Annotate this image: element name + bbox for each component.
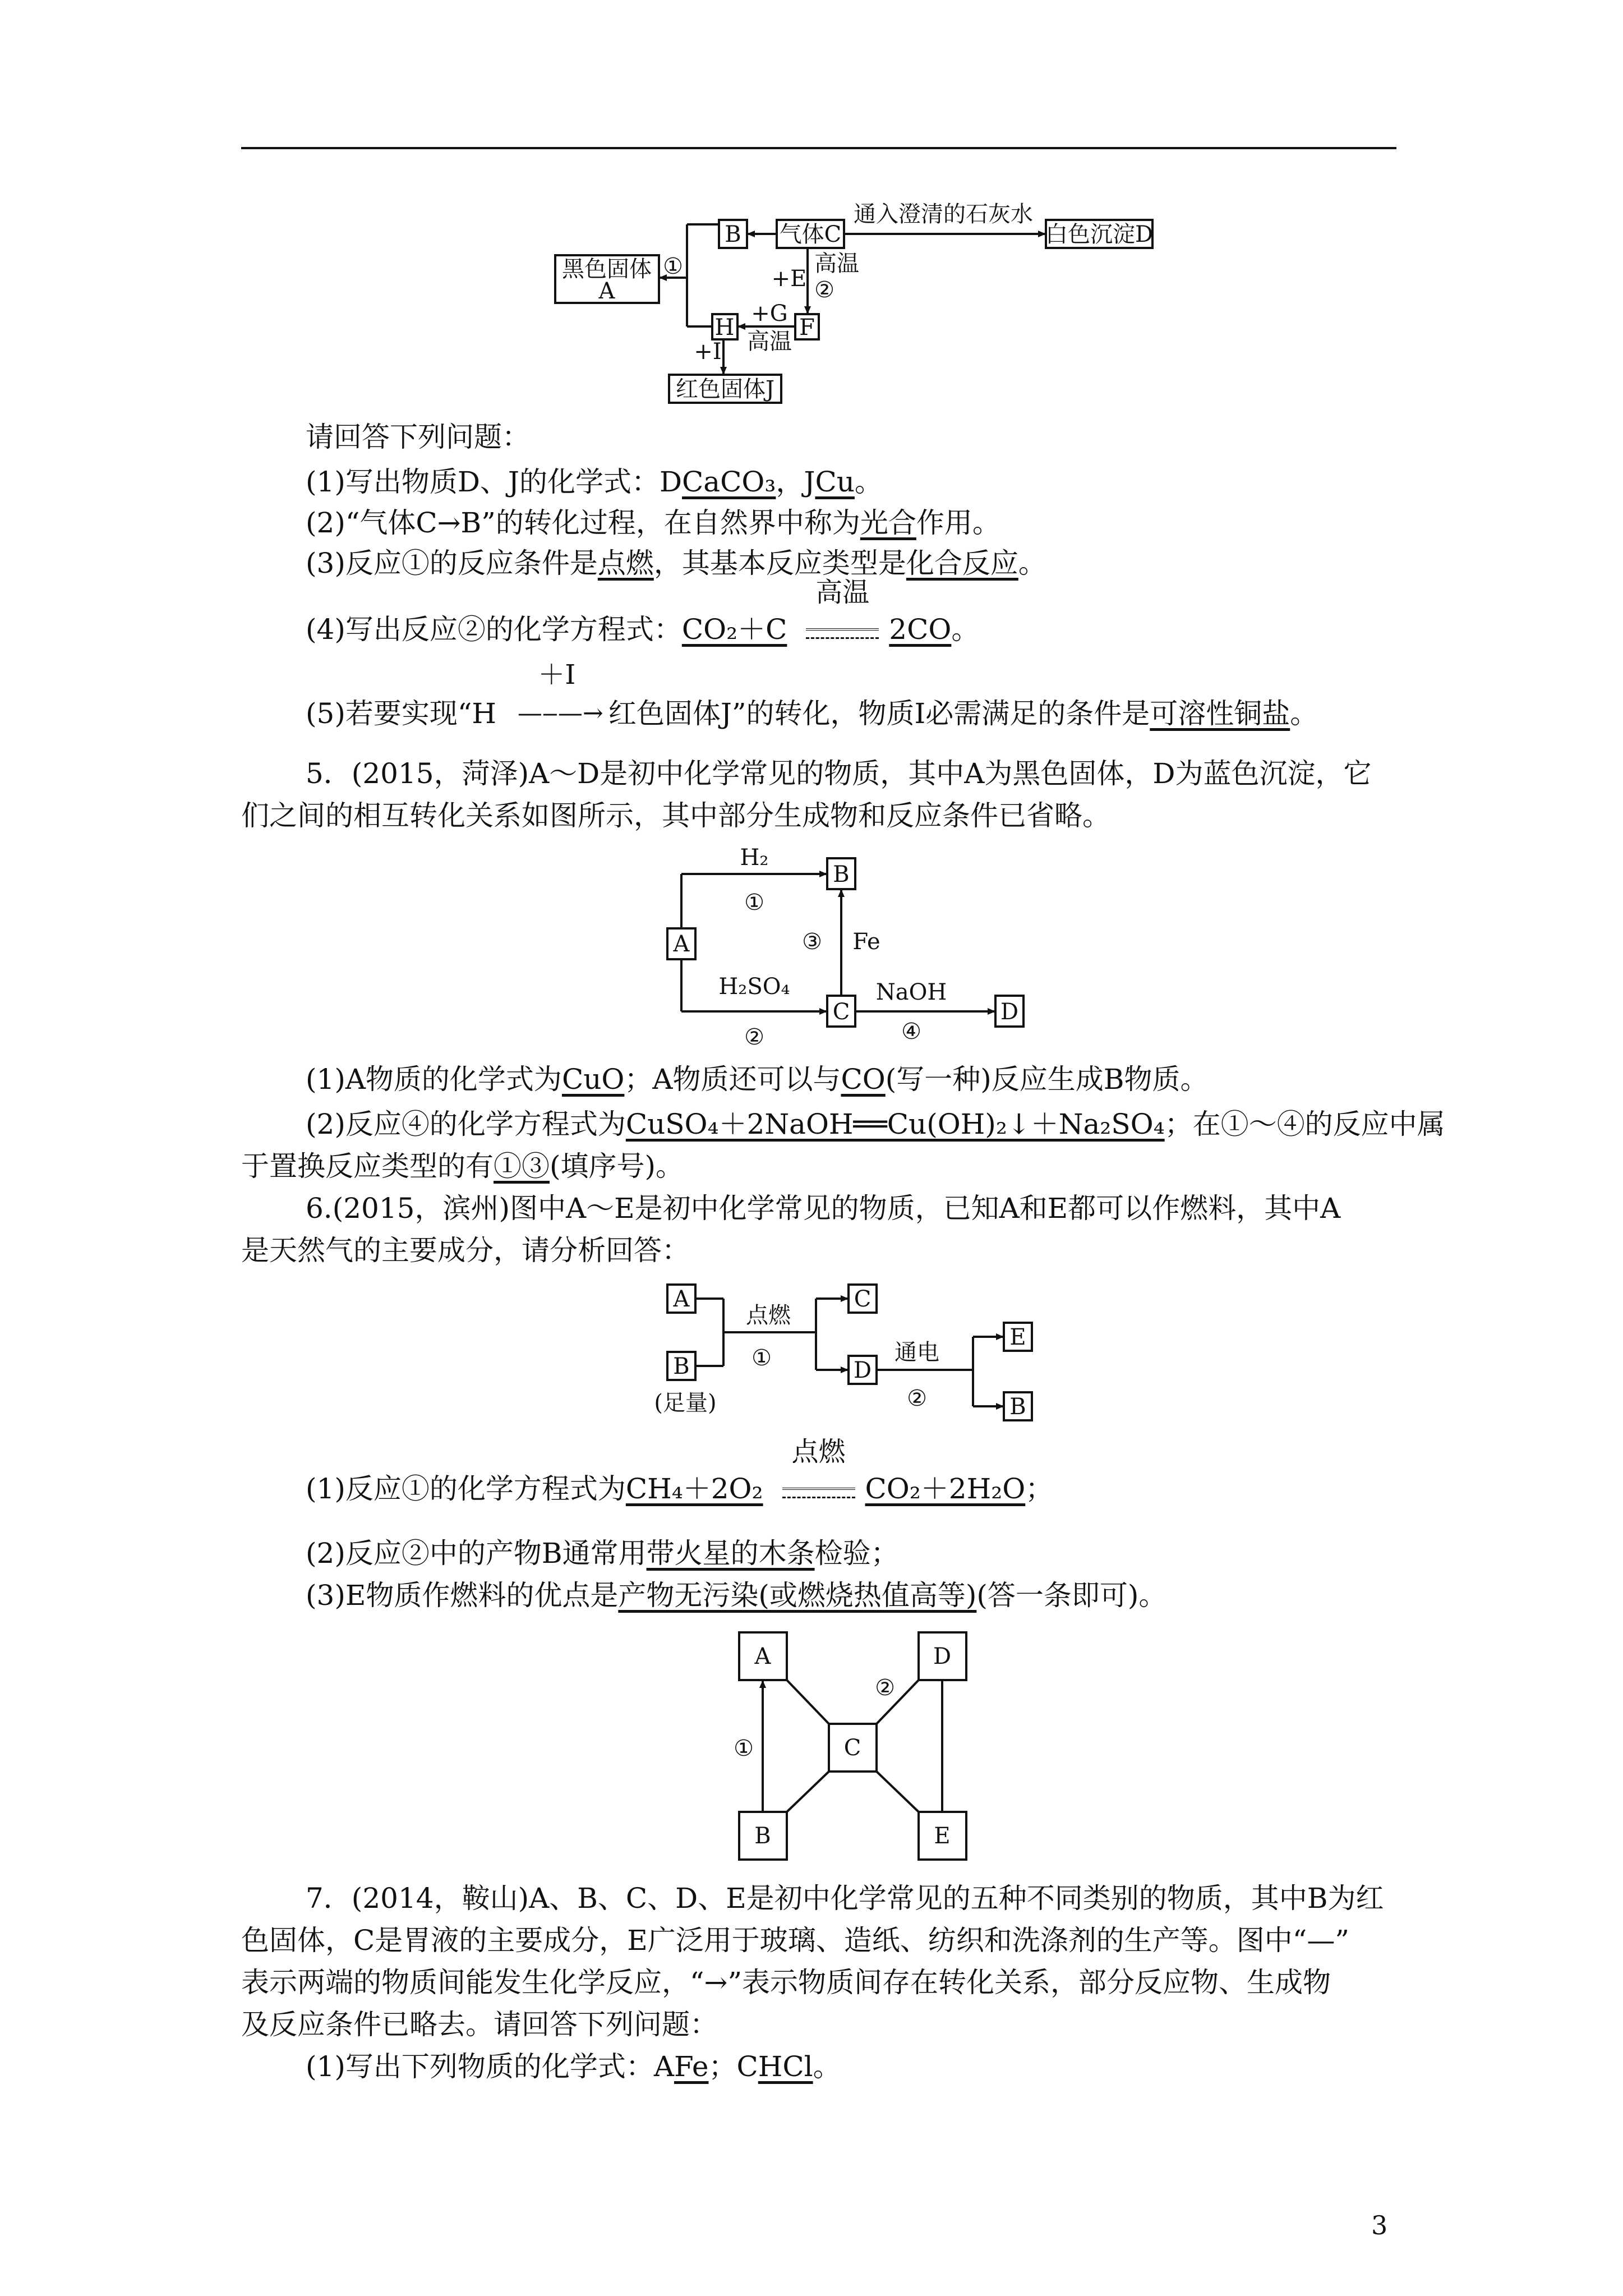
- node-e: E: [1009, 1324, 1026, 1350]
- answer-d: CaCO₃: [682, 466, 776, 498]
- node-c: C: [854, 1286, 872, 1312]
- label-circle-4: ④: [901, 1019, 921, 1045]
- node-white-precipitate: 白色沉淀D: [1045, 222, 1154, 247]
- label-lime-water: 通入澄清的石灰水: [854, 201, 1033, 227]
- reaction-diagram-1: [0, 0, 1623, 426]
- node-b: B: [833, 862, 850, 887]
- answer-glowing-splint: 带火星的木条: [646, 1537, 815, 1570]
- node-b-product: B: [1009, 1394, 1026, 1420]
- reaction-arrow-plus-i: ＋I —‒—→: [517, 659, 603, 728]
- q7-stem-line1: 7．(2014，鞍山)A、B、C、D、E是初中化学常见的五种不同类别的物质，其中B为红: [306, 1882, 1384, 1915]
- label-high-temp-1: 高温: [814, 251, 859, 277]
- q7-stem-line4: 及反应条件已略去。请回答下列问题：: [241, 2008, 718, 2041]
- equation-rhs: 2CO: [889, 613, 952, 646]
- label-circle-1: ①: [744, 890, 764, 915]
- label-h2so4: H₂SO₄: [718, 974, 790, 1000]
- label-circle-2: ②: [907, 1386, 927, 1411]
- label-ignite: 点燃: [746, 1303, 791, 1328]
- answer-equation-4: CuSO₄＋2NaOH══Cu(OH)₂↓＋Na₂SO₄: [625, 1108, 1165, 1140]
- node-d: D: [1000, 999, 1019, 1025]
- node-c: C: [832, 999, 850, 1025]
- answer-photosynthesis: 光合: [860, 507, 916, 539]
- node-f: F: [799, 315, 815, 341]
- answer-ignite: 点燃: [597, 547, 654, 579]
- q6-part1: (1)反应①的化学方程式为CH₄＋2O₂ 点燃 CO₂＋2H₂O；: [306, 1470, 1053, 1508]
- answer-cuo: CuO: [561, 1063, 625, 1096]
- q6-part3: (3)E物质作燃料的优点是产物无污染(或燃烧热值高等)(答一条即可)。: [306, 1579, 1167, 1612]
- label-electrolysis: 通电: [895, 1340, 939, 1365]
- q4-part3: (3)反应①的反应条件是点燃，其基本反应类型是化合反应。: [306, 547, 1046, 579]
- node-d: D: [853, 1358, 872, 1383]
- q4-part5: (5)若要实现“H ＋I —‒—→ 红色固体J”的转化，物质I必需满足的条件是可溶性铜盐。: [306, 693, 1318, 733]
- node-e: E: [934, 1823, 951, 1849]
- answer-fe: Fe: [674, 2050, 709, 2083]
- q4-part1: (1)写出物质D、J的化学式：DCaCO₃，JCu。: [306, 466, 883, 498]
- node-black-solid: 黑色固体: [562, 256, 652, 282]
- q5-stem-line1: 5．(2015，菏泽)A～D是初中化学常见的物质，其中A为黑色固体，D为蓝色沉淀，它: [306, 757, 1372, 790]
- equation-condition: 高温: [806, 610, 879, 648]
- label-circle-2: ②: [875, 1675, 895, 1701]
- label-high-temp-2: 高温: [747, 329, 792, 355]
- q5-part2: (2)反应④的化学方程式为CuSO₄＋2NaOH══Cu(OH)₂↓＋Na₂SO₄；在①～④的反应中属: [306, 1108, 1445, 1140]
- node-c: C: [843, 1735, 861, 1761]
- node-b: B: [754, 1823, 771, 1849]
- label-plus-g: +G: [751, 301, 788, 326]
- node-gas-c: 气体C: [779, 222, 842, 247]
- q5-part1: (1)A物质的化学式为CuO；A物质还可以与CO(写一种)反应生成B物质。: [306, 1063, 1209, 1096]
- q6-stem-line2: 是天然气的主要成分，请分析回答：: [241, 1234, 690, 1267]
- q4-intro: 请回答下列问题：: [306, 421, 530, 453]
- label-excess: (足量): [654, 1390, 717, 1416]
- q7-stem-line2: 色固体，C是胃液的主要成分，E广泛用于玻璃、造纸、纺织和洗涤剂的生产等。图中“—”: [241, 1924, 1349, 1957]
- equation-lhs: CO₂＋C: [681, 613, 787, 646]
- label-plus-i: +I: [694, 339, 722, 365]
- label-fe: Fe: [852, 929, 880, 955]
- answer-displacement: ①③: [494, 1150, 550, 1182]
- node-red-solid: 红色固体J: [675, 376, 775, 402]
- answer-j: Cu: [815, 466, 855, 498]
- label-h2: H₂: [740, 845, 769, 871]
- label-circle-1: ①: [663, 254, 683, 279]
- answer-combination: 化合反应: [906, 547, 1018, 579]
- node-a: A: [673, 1286, 690, 1312]
- node-a: A: [754, 1644, 771, 1669]
- label-circle-3: ③: [802, 929, 822, 955]
- answer-fuel-advantage: 产物无污染(或燃烧热值高等): [618, 1579, 977, 1612]
- label-circle-2: ②: [814, 277, 834, 303]
- q7-part1: (1)写出下列物质的化学式：AFe；CHCl。: [306, 2050, 841, 2083]
- label-naoh: NaOH: [875, 979, 947, 1005]
- reaction-diagram-7: [0, 1621, 1623, 1868]
- reaction-diagram-6: [0, 1273, 1623, 1436]
- q5-part2-line2: 于置换反应类型的有①③(填序号)。: [241, 1150, 684, 1182]
- q6-stem-line1: 6.(2015，滨州)图中A～E是初中化学常见的物质，已知A和E都可以作燃料，其中A: [306, 1192, 1341, 1225]
- q4-part4: (4)写出反应②的化学方程式：CO₂＋C 高温 2CO。: [306, 610, 979, 648]
- equation-condition: 点燃: [782, 1470, 855, 1508]
- node-d: D: [933, 1644, 952, 1669]
- q4-part2: (2)“气体C→B”的转化过程，在自然界中称为光合作用。: [306, 507, 1000, 539]
- node-a: A: [673, 931, 690, 957]
- page-number: 3: [1371, 2210, 1388, 2240]
- label-plus-e: +E: [771, 266, 807, 292]
- q5-stem-line2: 们之间的相互转化关系如图所示，其中部分生成物和反应条件已省略。: [241, 799, 1110, 832]
- q7-stem-line3: 表示两端的物质间能发生化学反应，“→”表示物质间存在转化关系，部分反应物、生成物: [241, 1966, 1331, 1999]
- equation-rhs: CO₂＋2H₂O: [865, 1473, 1026, 1505]
- label-circle-1: ①: [751, 1345, 772, 1371]
- q6-part2: (2)反应②中的产物B通常用带火星的木条检验；: [306, 1537, 899, 1570]
- node-black-solid-label: A: [598, 278, 615, 304]
- label-circle-2: ②: [744, 1024, 764, 1050]
- answer-soluble-copper-salt: 可溶性铜盐: [1150, 697, 1290, 730]
- equation-lhs: CH₄＋2O₂: [625, 1473, 763, 1505]
- answer-hcl: HCl: [758, 2050, 813, 2083]
- node-b: B: [725, 222, 741, 247]
- reaction-diagram-5: [0, 841, 1623, 1066]
- node-b: B: [673, 1354, 690, 1379]
- node-h: H: [714, 315, 735, 341]
- label-circle-1: ①: [734, 1736, 754, 1761]
- answer-co: CO: [841, 1063, 886, 1096]
